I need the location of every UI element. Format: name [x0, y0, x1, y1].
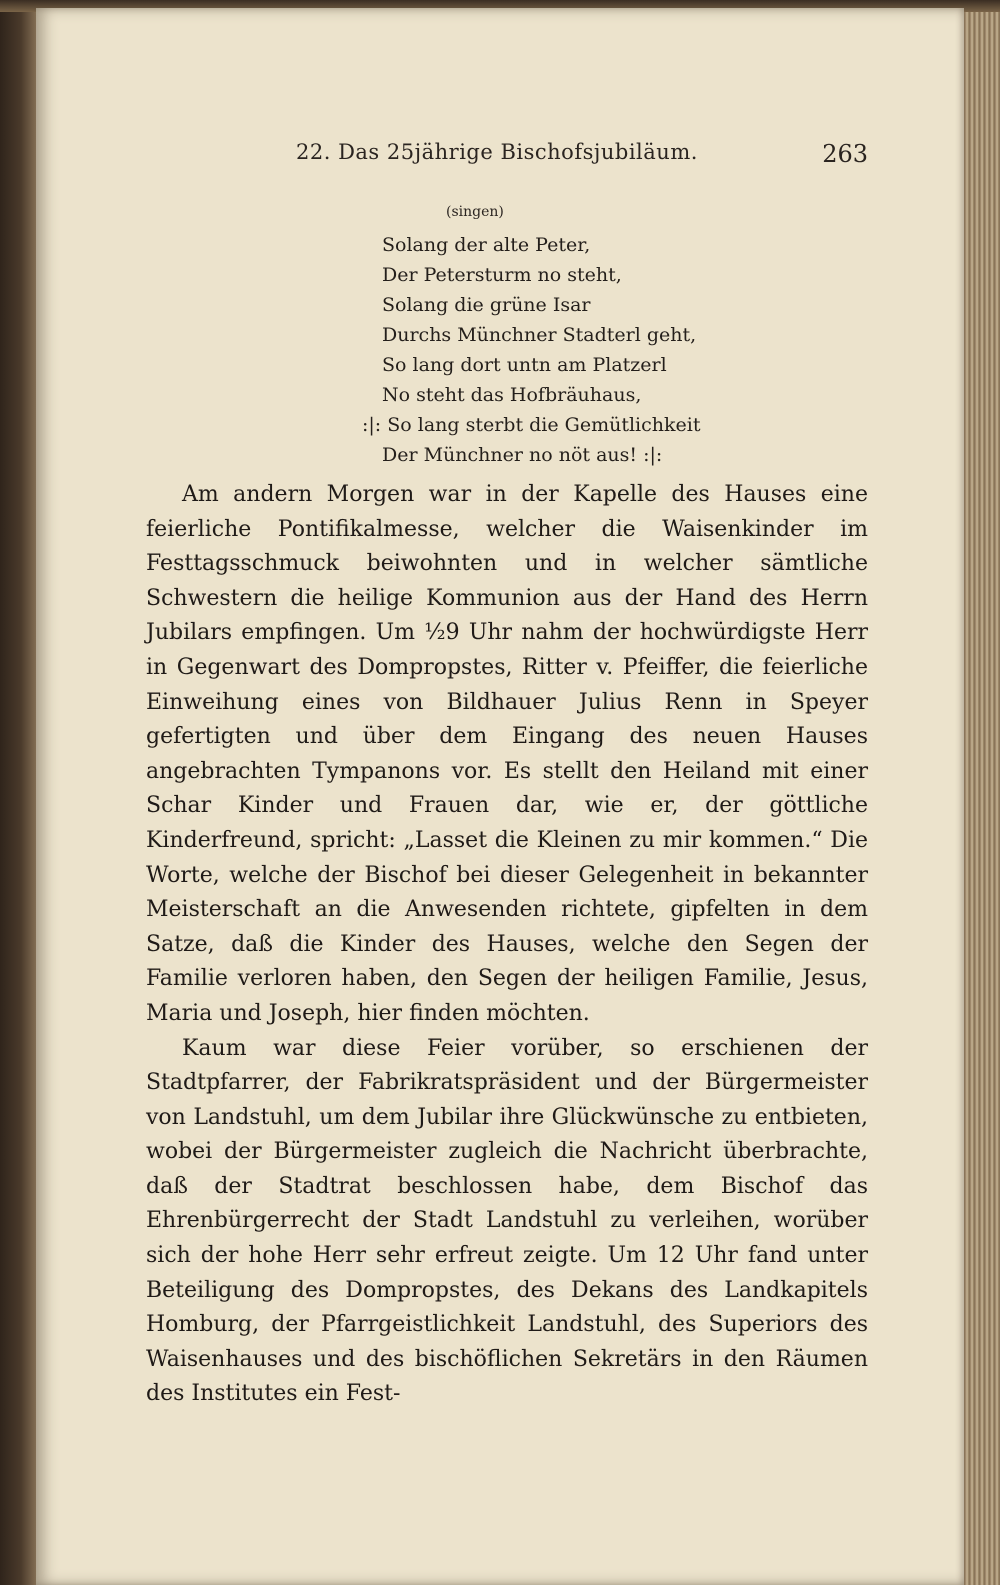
verse-line: Der Münchner no nöt aus! :|: — [382, 444, 663, 466]
page-edges — [964, 0, 1000, 1585]
verse-line: Solang der alte Peter, — [382, 234, 591, 256]
chapter-title: 22. Das 25jährige Bischofsjubiläum. — [296, 140, 698, 164]
paragraph: Am andern Morgen war in der Kapelle des Hauses eine feierliche Pontifikalmesse, welcher die Waisenkinder im Festtagsschmuck beiwohnten und in welcher sämtliche Schwestern die heilige Kommunion aus der Hand des Herrn Jubilars empfingen. Um ½9 Uhr nahm der hochwürdigste Herr in Gegenwart des Dompropstes, Ritter v. Pfeiffer, die feierliche Einweihung eines von Bildhauer Julius Renn in Speyer gefertigten und über dem Eingang des neuen Hauses angebrachten Tympanons vor. Es stellt den Heiland mit einer Schar Kinder und Frauen dar, wie er, der göttliche Kinderfreund, spricht: „Lasset die Kleinen zu mir kommen.“ Die Worte, welche der Bischof bei dieser Gelegenheit in bekannter Meisterschaft an die Anwesenden richtete, gipfelten in dem Satze, daß die Kinder des Hauses, welche den Segen der Familie verloren haben, den Segen der heiligen Familie, Jesus, Maria und Joseph, hier finden möchten. — [146, 482, 868, 1026]
page-number: 263 — [822, 140, 868, 168]
verse-line: :|: So lang sterbt die Gemütlichkeit — [362, 414, 701, 436]
book-binding — [0, 0, 38, 1585]
verse-line: Durchs Münchner Stadterl geht, — [382, 324, 697, 346]
verse-line: Solang die grüne Isar — [382, 294, 591, 316]
verse-line: So lang dort untn am Platzerl — [382, 354, 667, 376]
running-header — [296, 140, 868, 174]
song-verse — [326, 230, 786, 470]
verse-line: Der Petersturm no steht, — [382, 264, 622, 286]
paragraph: Kaum war diese Feier vorüber, so erschienen der Stadtpfarrer, der Fabrikratspräsident und der Bürgermeister von Landstuhl, um dem Jubilar ihre Glückwünsche zu entbieten, wobei der Bürgermeister zugleich die Nachricht überbrachte, daß der Stadtrat beschlossen habe, dem Bischof das Ehrenbürgerrecht der Stadt Landstuhl zu verleihen, worüber sich der hohe Herr sehr erfreut zeigte. Um 12 Uhr fand unter Beteiligung des Dompropstes, des Dekans des Landkapitels Homburg, der Pfarrgeistlichkeit Landstuhl, des Superiors des Waisenhauses und des bischöflichen Sekretärs in den Räumen des Institutes ein Fest- — [146, 1035, 868, 1407]
body-text — [146, 478, 868, 1412]
song-note: (singen) — [446, 204, 504, 220]
book-page — [36, 8, 964, 1585]
verse-line: No steht das Hofbräuhaus, — [382, 384, 642, 406]
